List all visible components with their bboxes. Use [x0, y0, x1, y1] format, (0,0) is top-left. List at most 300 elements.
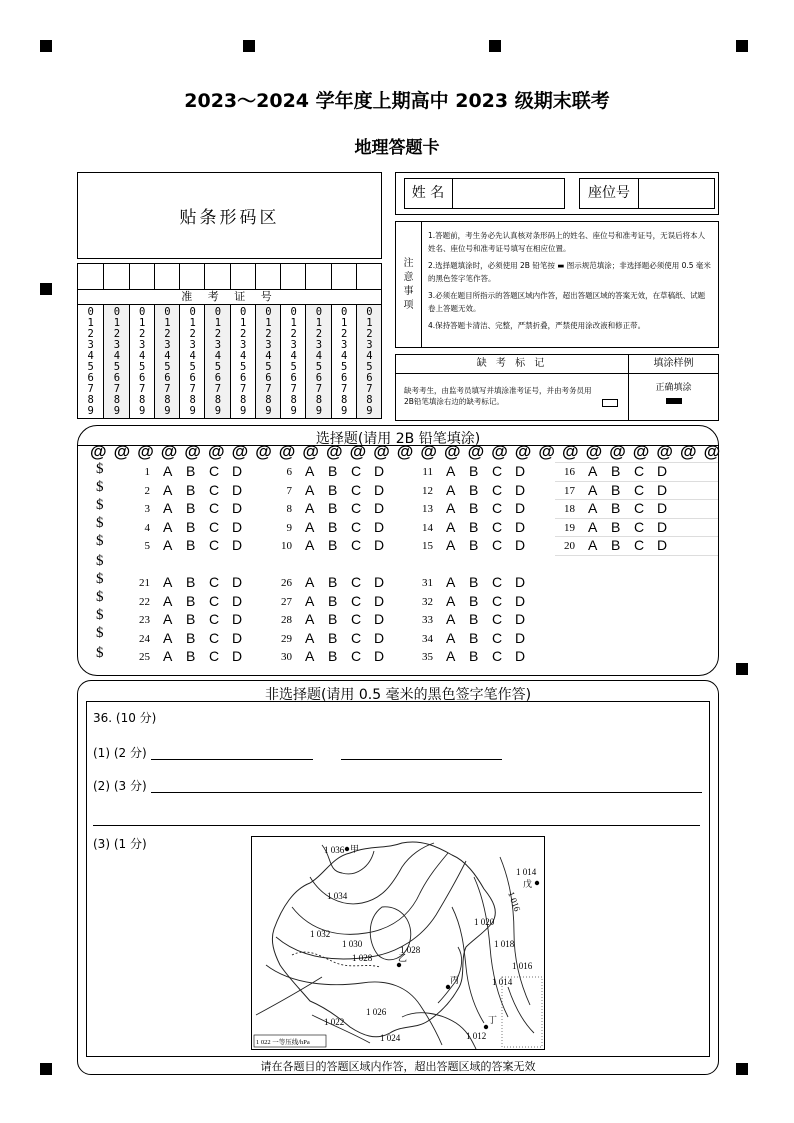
- answer-option-bubble[interactable]: D: [515, 537, 526, 553]
- exam-id-digit-bubble[interactable]: 1: [265, 317, 272, 329]
- exam-id-digit-bubble[interactable]: 5: [239, 361, 247, 373]
- answer-option-bubble[interactable]: B: [611, 463, 621, 479]
- exam-id-digit-bubble[interactable]: 2: [189, 328, 196, 340]
- answer-option-bubble[interactable]: C: [209, 500, 220, 516]
- exam-id-digit-bubble[interactable]: 8: [265, 394, 272, 406]
- answer-option-bubble[interactable]: A: [446, 463, 456, 479]
- answer-option-bubble[interactable]: A: [163, 500, 173, 516]
- answer-option-bubble[interactable]: C: [492, 500, 503, 516]
- answer-option-bubble[interactable]: C: [351, 518, 362, 535]
- exam-id-digit-bubble[interactable]: 2: [340, 328, 348, 340]
- answer-option-bubble[interactable]: C: [209, 481, 220, 498]
- exam-id-digit-bubble[interactable]: 8: [340, 394, 348, 406]
- answer-option-bubble[interactable]: D: [657, 463, 668, 479]
- exam-id-digit-bubble[interactable]: 4: [113, 350, 121, 362]
- answer-option-bubble[interactable]: B: [328, 592, 338, 609]
- exam-id-digit-bubble[interactable]: 5: [315, 361, 323, 373]
- exam-id-digit-bubble[interactable]: 4: [239, 350, 247, 362]
- place-label: 乙: [398, 953, 408, 963]
- answer-option-bubble[interactable]: C: [209, 629, 220, 646]
- exam-id-digit-bubble[interactable]: 1: [87, 317, 94, 329]
- answer-option-bubble[interactable]: A: [588, 500, 598, 516]
- answer-option-bubble[interactable]: D: [657, 537, 668, 553]
- exam-id-digit-bubble[interactable]: 0: [239, 306, 247, 318]
- exam-id-digit-bubble[interactable]: 3: [239, 339, 247, 351]
- answer-option-bubble[interactable]: D: [374, 611, 385, 627]
- answer-option-bubble[interactable]: B: [328, 574, 338, 590]
- answer-option-bubble[interactable]: A: [446, 648, 456, 664]
- exam-id-digit-bubble[interactable]: 3: [265, 339, 272, 351]
- exam-id-digit-bubble[interactable]: 6: [214, 372, 222, 384]
- exam-id-digit-bubble[interactable]: 7: [214, 383, 222, 395]
- answer-option-bubble[interactable]: D: [232, 481, 243, 498]
- answer-option-bubble[interactable]: D: [374, 629, 385, 646]
- exam-id-digit-bubble[interactable]: 6: [189, 372, 196, 384]
- answer-option-bubble[interactable]: D: [515, 574, 526, 590]
- answer-option-bubble[interactable]: A: [163, 592, 173, 609]
- answer-option-bubble[interactable]: A: [305, 518, 315, 535]
- exam-id-input-cell[interactable]: [204, 264, 229, 289]
- answer-option-bubble[interactable]: A: [163, 463, 173, 479]
- exam-id-digit-bubble[interactable]: 7: [366, 383, 373, 395]
- q36-label: 36. (10 分): [93, 711, 157, 725]
- exam-id-digit-bubble[interactable]: 0: [290, 306, 297, 318]
- exam-id-digit-bubble[interactable]: 3: [366, 339, 373, 351]
- exam-id-digit-bubble[interactable]: 4: [214, 350, 222, 362]
- exam-id-digit-bubble[interactable]: 7: [138, 383, 146, 395]
- answer-option-bubble[interactable]: D: [232, 500, 243, 516]
- timing-mark: $: [96, 497, 104, 513]
- answer-option-bubble[interactable]: A: [163, 481, 173, 498]
- exam-id-digit-bubble[interactable]: 7: [113, 383, 121, 395]
- answer-option-bubble[interactable]: A: [163, 537, 173, 553]
- answer-option-bubble[interactable]: C: [492, 463, 503, 479]
- exam-id-digit-bubble[interactable]: 3: [340, 339, 348, 351]
- answer-option-bubble[interactable]: B: [469, 611, 479, 627]
- exam-id-digit-bubble[interactable]: 2: [366, 328, 373, 340]
- exam-id-digit-bubble[interactable]: 8: [138, 394, 146, 406]
- exam-id-digit-bubble[interactable]: 4: [164, 350, 171, 362]
- answer-option-bubble[interactable]: B: [611, 500, 621, 516]
- answer-option-bubble[interactable]: A: [163, 518, 173, 535]
- answer-option-bubble[interactable]: B: [328, 648, 338, 664]
- exam-id-digit-bubble[interactable]: 9: [113, 405, 121, 417]
- exam-id-digit-bubble[interactable]: 3: [87, 339, 94, 351]
- exam-id-digit-bubble[interactable]: 6: [315, 372, 323, 384]
- timing-mark: @: [609, 442, 626, 461]
- answer-option-bubble[interactable]: C: [209, 611, 220, 627]
- answer-option-bubble[interactable]: D: [515, 518, 526, 535]
- exam-id-digit-bubble[interactable]: 2: [290, 328, 297, 340]
- answer-option-bubble[interactable]: B: [469, 463, 479, 479]
- exam-id-digit-bubble[interactable]: 7: [87, 383, 94, 395]
- answer-option-bubble[interactable]: D: [374, 574, 385, 590]
- exam-id-digit-bubble[interactable]: 9: [265, 405, 272, 417]
- exam-id-input-cell[interactable]: [78, 264, 103, 289]
- answer-option-bubble[interactable]: C: [351, 629, 362, 646]
- exam-id-digit-bubble[interactable]: 7: [189, 383, 196, 395]
- exam-id-input-cell[interactable]: [103, 264, 128, 289]
- exam-id-digit-bubble[interactable]: 5: [290, 361, 297, 373]
- answer-option-bubble[interactable]: C: [351, 463, 362, 479]
- answer-option-bubble[interactable]: D: [232, 592, 243, 609]
- exam-id-digit-column: [204, 304, 229, 418]
- exam-id-digit-bubble[interactable]: 3: [189, 339, 196, 351]
- answer-option-bubble[interactable]: D: [374, 463, 385, 479]
- exam-id-digit-bubble[interactable]: 9: [315, 405, 323, 417]
- exam-id-digit-bubble[interactable]: 5: [340, 361, 348, 373]
- exam-id-digit-bubble[interactable]: 2: [164, 328, 171, 340]
- exam-id-digit-bubble[interactable]: 4: [265, 350, 272, 362]
- exam-id-input-cell[interactable]: [154, 264, 179, 289]
- answer-option-bubble[interactable]: A: [446, 537, 456, 553]
- answer-option-bubble[interactable]: A: [588, 537, 598, 553]
- answer-option-bubble[interactable]: A: [446, 611, 456, 627]
- answer-option-bubble[interactable]: D: [232, 518, 243, 535]
- answer-option-bubble[interactable]: C: [209, 574, 220, 590]
- exam-id-digit-bubble[interactable]: 5: [265, 361, 272, 373]
- exam-id-digit-bubble[interactable]: 1: [315, 317, 323, 329]
- exam-id-digit-bubble[interactable]: 8: [290, 394, 297, 406]
- exam-id-digit-bubble[interactable]: 9: [290, 405, 297, 417]
- exam-id-digit-bubble[interactable]: 9: [239, 405, 247, 417]
- answer-option-bubble[interactable]: C: [634, 463, 645, 479]
- answer-option-bubble[interactable]: D: [232, 611, 243, 627]
- exam-id-digit-bubble[interactable]: 0: [366, 306, 373, 318]
- answer-option-bubble[interactable]: D: [515, 463, 526, 479]
- exam-id-digit-bubble[interactable]: 0: [265, 306, 272, 318]
- answer-option-bubble[interactable]: D: [515, 611, 526, 627]
- answer-line[interactable]: [151, 792, 702, 793]
- answer-option-bubble[interactable]: B: [328, 537, 338, 553]
- exam-id-digit-bubble[interactable]: 9: [138, 405, 146, 417]
- answer-option-bubble[interactable]: D: [657, 518, 668, 535]
- exam-id-digit-bubble[interactable]: 0: [113, 306, 121, 318]
- answer-option-bubble[interactable]: A: [305, 629, 315, 646]
- answer-option-bubble[interactable]: A: [163, 648, 173, 664]
- exam-id-input-cell[interactable]: [331, 264, 356, 289]
- answer-option-bubble[interactable]: D: [515, 500, 526, 516]
- question-number: 15: [422, 540, 433, 552]
- exam-id-digit-bubble[interactable]: 5: [189, 361, 196, 373]
- exam-id-digit-bubble[interactable]: 0: [340, 306, 348, 318]
- answer-option-bubble[interactable]: A: [446, 518, 456, 535]
- timing-mark: $: [96, 515, 104, 531]
- answer-option-bubble[interactable]: C: [351, 592, 362, 609]
- answer-option-bubble[interactable]: A: [305, 463, 315, 479]
- answer-option-bubble[interactable]: A: [163, 629, 173, 646]
- answer-option-bubble[interactable]: C: [634, 537, 645, 553]
- exam-id-digit-bubble[interactable]: 5: [138, 361, 146, 373]
- answer-option-bubble[interactable]: C: [209, 463, 220, 479]
- page-title: 2023～2024 学年度上期高中 2023 级期末联考: [184, 90, 610, 112]
- sample-filled-mark: [666, 398, 682, 404]
- answer-option-bubble[interactable]: D: [232, 648, 243, 664]
- answer-option-bubble[interactable]: B: [611, 518, 621, 535]
- answer-option-bubble[interactable]: B: [186, 463, 196, 479]
- exam-id-digit-bubble[interactable]: 7: [239, 383, 247, 395]
- exam-id-digit-bubble[interactable]: 4: [315, 350, 323, 362]
- answer-option-bubble[interactable]: C: [492, 481, 503, 498]
- exam-id-digit-bubble[interactable]: 3: [290, 339, 297, 351]
- answer-option-bubble[interactable]: D: [374, 537, 385, 553]
- exam-id-digit-bubble[interactable]: 6: [87, 372, 94, 384]
- exam-id-digit-bubble[interactable]: 2: [113, 328, 121, 340]
- exam-id-digit-bubble[interactable]: 3: [315, 339, 323, 351]
- answer-option-bubble[interactable]: D: [657, 481, 668, 498]
- answer-option-bubble[interactable]: D: [657, 500, 668, 516]
- exam-id-digit-bubble[interactable]: 1: [214, 317, 222, 329]
- answer-option-bubble[interactable]: D: [232, 629, 243, 646]
- exam-id-digit-bubble[interactable]: 4: [189, 350, 196, 362]
- exam-id-digit-bubble[interactable]: 9: [214, 405, 222, 417]
- answer-option-bubble[interactable]: D: [374, 648, 385, 664]
- isobar-line: [292, 853, 448, 934]
- answer-option-bubble[interactable]: A: [305, 648, 315, 664]
- exam-id-digit-bubble[interactable]: 1: [113, 317, 121, 329]
- answer-option-bubble[interactable]: B: [328, 481, 338, 498]
- question-number: 4: [144, 521, 150, 534]
- timing-mark: $: [96, 461, 104, 477]
- note-item: 4.保持答题卡清洁、完整，严禁折叠，严禁使用涂改液和修正带。: [428, 321, 646, 330]
- answer-option-bubble[interactable]: B: [186, 574, 196, 590]
- answer-option-bubble[interactable]: C: [209, 592, 220, 609]
- exam-id-digit-bubble[interactable]: 0: [214, 306, 222, 318]
- exam-id-digit-bubble[interactable]: 8: [164, 394, 171, 406]
- timing-mark: $: [96, 589, 104, 605]
- answer-option-bubble[interactable]: C: [492, 629, 503, 646]
- answer-option-bubble[interactable]: C: [351, 537, 362, 553]
- answer-option-bubble[interactable]: A: [446, 629, 456, 646]
- answer-option-bubble[interactable]: A: [305, 611, 315, 627]
- exam-id-digit-bubble[interactable]: 5: [214, 361, 222, 373]
- exam-id-digit-bubble[interactable]: 9: [189, 405, 196, 417]
- answer-option-bubble[interactable]: B: [469, 518, 479, 535]
- exam-id-digit-bubble[interactable]: 1: [189, 317, 196, 329]
- exam-id-digit-bubble[interactable]: 8: [87, 394, 94, 406]
- exam-id-digit-bubble[interactable]: 6: [138, 372, 146, 384]
- exam-id-digit-bubble[interactable]: 5: [113, 361, 121, 373]
- answer-option-bubble[interactable]: A: [446, 592, 456, 609]
- answer-option-bubble[interactable]: C: [492, 537, 503, 553]
- exam-id-digit-bubble[interactable]: 1: [138, 317, 146, 329]
- exam-id-digit-bubble[interactable]: 7: [340, 383, 348, 395]
- answer-option-bubble[interactable]: C: [492, 611, 503, 627]
- exam-id-digit-bubble[interactable]: 8: [113, 394, 121, 406]
- exam-id-digit-bubble[interactable]: 6: [265, 372, 272, 384]
- exam-id-digit-bubble[interactable]: 2: [239, 328, 247, 340]
- answer-option-bubble[interactable]: A: [305, 574, 315, 590]
- exam-id-digit-bubble[interactable]: 5: [366, 361, 373, 373]
- timing-mark: $: [96, 533, 104, 549]
- exam-id-digit-bubble[interactable]: 2: [265, 328, 272, 340]
- exam-id-digit-bubble[interactable]: 6: [113, 372, 121, 384]
- exam-id-digit-bubble[interactable]: 0: [164, 306, 171, 318]
- exam-id-digit-bubble[interactable]: 2: [214, 328, 222, 340]
- exam-id-digit-bubble[interactable]: 4: [138, 350, 146, 362]
- answer-option-bubble[interactable]: D: [374, 518, 385, 535]
- answer-line[interactable]: [151, 759, 313, 760]
- answer-option-bubble[interactable]: B: [186, 611, 196, 627]
- answer-option-bubble[interactable]: B: [328, 611, 338, 627]
- exam-id-digit-bubble[interactable]: 2: [87, 328, 94, 340]
- exam-id-digit-bubble[interactable]: 6: [366, 372, 373, 384]
- exam-id-digit-bubble[interactable]: 6: [164, 372, 171, 384]
- answer-option-bubble[interactable]: B: [469, 592, 479, 609]
- exam-id-input-cell[interactable]: [230, 264, 255, 289]
- exam-id-digit-bubble[interactable]: 9: [87, 405, 94, 417]
- answer-option-bubble[interactable]: B: [186, 500, 196, 516]
- answer-line[interactable]: [341, 759, 502, 760]
- answer-option-bubble[interactable]: C: [634, 518, 645, 535]
- question-number: 12: [422, 484, 433, 497]
- exam-id-digit-bubble[interactable]: 0: [87, 306, 94, 318]
- answer-option-bubble[interactable]: B: [186, 537, 196, 553]
- answer-option-bubble[interactable]: B: [611, 537, 621, 553]
- exam-id-digit-bubble[interactable]: 7: [164, 383, 171, 395]
- answer-option-bubble[interactable]: A: [446, 574, 456, 590]
- exam-id-input-cell[interactable]: [255, 264, 280, 289]
- exam-id-input-cell[interactable]: [179, 264, 204, 289]
- answer-option-bubble[interactable]: B: [186, 648, 196, 664]
- answer-option-bubble[interactable]: B: [186, 518, 196, 535]
- answer-option-bubble[interactable]: C: [351, 500, 362, 516]
- answer-option-bubble[interactable]: B: [469, 481, 479, 498]
- answer-option-bubble[interactable]: B: [469, 574, 479, 590]
- answer-option-bubble[interactable]: D: [515, 648, 526, 664]
- exam-id-digit-bubble[interactable]: 9: [340, 405, 348, 417]
- answer-option-bubble[interactable]: D: [232, 537, 243, 553]
- exam-id-digit-bubble[interactable]: 8: [315, 394, 323, 406]
- answer-option-bubble[interactable]: D: [515, 629, 526, 646]
- exam-id-digit-bubble[interactable]: 8: [214, 394, 222, 406]
- exam-id-digit-bubble[interactable]: 9: [366, 405, 373, 417]
- answer-option-bubble[interactable]: C: [209, 537, 220, 553]
- answer-option-bubble[interactable]: B: [186, 481, 196, 498]
- exam-id-digit-bubble[interactable]: 7: [290, 383, 297, 395]
- answer-option-bubble[interactable]: B: [469, 648, 479, 664]
- exam-id-digit-bubble[interactable]: 3: [164, 339, 171, 351]
- answer-line[interactable]: [93, 825, 700, 826]
- answer-option-bubble[interactable]: A: [163, 574, 173, 590]
- answer-option-bubble[interactable]: B: [186, 592, 196, 609]
- seat-field[interactable]: [579, 178, 715, 209]
- answer-option-bubble[interactable]: D: [232, 463, 243, 479]
- exam-id-digit-bubble[interactable]: 1: [239, 317, 247, 329]
- answer-option-bubble[interactable]: A: [305, 592, 315, 609]
- exam-id-digit-bubble[interactable]: 5: [87, 361, 94, 373]
- exam-id-digit-bubble[interactable]: 4: [340, 350, 348, 362]
- exam-id-digit-bubble[interactable]: 1: [164, 317, 171, 329]
- answer-option-bubble[interactable]: C: [492, 518, 503, 535]
- isobar-label: 1 026: [366, 1007, 387, 1017]
- exam-id-digit-bubble[interactable]: 0: [138, 306, 146, 318]
- exam-id-digit-bubble[interactable]: 2: [315, 328, 323, 340]
- exam-id-digit-bubble[interactable]: 7: [265, 383, 272, 395]
- exam-id-digit-bubble[interactable]: 4: [290, 350, 297, 362]
- answer-option-bubble[interactable]: D: [515, 592, 526, 609]
- exam-id-input-cell[interactable]: [129, 264, 154, 289]
- exam-id-input-cell[interactable]: [280, 264, 305, 289]
- answer-option-bubble[interactable]: B: [469, 537, 479, 553]
- exam-id-digit-bubble[interactable]: 0: [189, 306, 196, 318]
- exam-id-digit-column: [129, 304, 154, 418]
- answer-option-bubble[interactable]: B: [611, 481, 621, 498]
- answer-option-bubble[interactable]: D: [374, 481, 385, 498]
- answer-option-bubble[interactable]: A: [305, 500, 315, 516]
- exam-id-digit-bubble[interactable]: 3: [214, 339, 222, 351]
- answer-option-bubble[interactable]: A: [588, 481, 598, 498]
- answer-option-bubble[interactable]: C: [492, 574, 503, 590]
- question-number: 17: [564, 484, 575, 497]
- exam-id-digit-bubble[interactable]: 8: [189, 394, 196, 406]
- answer-option-bubble[interactable]: C: [351, 648, 362, 664]
- answer-option-bubble[interactable]: D: [232, 574, 243, 590]
- answer-option-bubble[interactable]: B: [328, 629, 338, 646]
- exam-id-digit-bubble[interactable]: 6: [239, 372, 247, 384]
- exam-id-digit-bubble[interactable]: 2: [138, 328, 146, 340]
- answer-option-bubble[interactable]: A: [446, 500, 456, 516]
- answer-option-bubble[interactable]: B: [469, 500, 479, 516]
- answer-option-bubble[interactable]: D: [374, 592, 385, 609]
- answer-option-bubble[interactable]: C: [209, 518, 220, 535]
- answer-option-bubble[interactable]: C: [634, 500, 645, 516]
- absence-mark-box[interactable]: [602, 399, 618, 407]
- answer-option-bubble[interactable]: A: [163, 611, 173, 627]
- exam-id-digit-bubble[interactable]: 1: [290, 317, 297, 329]
- answer-option-bubble[interactable]: D: [374, 500, 385, 516]
- exam-id-digit-bubble[interactable]: 6: [340, 372, 348, 384]
- exam-id-digit-bubble[interactable]: 4: [366, 350, 373, 362]
- answer-option-bubble[interactable]: B: [328, 518, 338, 535]
- answer-option-bubble[interactable]: C: [209, 648, 220, 664]
- exam-id-digit-bubble[interactable]: 4: [87, 350, 94, 362]
- answer-option-bubble[interactable]: C: [351, 574, 362, 590]
- answer-option-bubble[interactable]: B: [328, 500, 338, 516]
- answer-option-bubble[interactable]: A: [588, 518, 598, 535]
- answer-option-bubble[interactable]: A: [446, 481, 456, 498]
- question-number: 8: [286, 503, 292, 515]
- answer-option-bubble[interactable]: C: [351, 481, 362, 498]
- answer-option-bubble[interactable]: C: [492, 592, 503, 609]
- point-ding: [484, 1025, 488, 1029]
- name-field[interactable]: [404, 178, 565, 209]
- exam-id-input-cell[interactable]: [356, 264, 381, 289]
- exam-id-digit-bubble[interactable]: 7: [315, 383, 323, 395]
- exam-id-digit-bubble[interactable]: 1: [366, 317, 373, 329]
- exam-id-digit-bubble[interactable]: 3: [138, 339, 146, 351]
- exam-id-digit-bubble[interactable]: 6: [290, 372, 297, 384]
- answer-option-bubble[interactable]: A: [305, 537, 315, 553]
- answer-option-bubble[interactable]: B: [328, 463, 338, 479]
- exam-id-digit-bubble[interactable]: 8: [366, 394, 373, 406]
- exam-id-digit-bubble[interactable]: 1: [340, 317, 348, 329]
- answer-option-bubble[interactable]: A: [588, 463, 598, 479]
- answer-option-bubble[interactable]: C: [351, 611, 362, 627]
- exam-id-digit-bubble[interactable]: 3: [113, 339, 121, 351]
- exam-id-input-cell[interactable]: [305, 264, 330, 289]
- exam-id-digit-bubble[interactable]: 9: [164, 405, 171, 417]
- answer-option-bubble[interactable]: B: [469, 629, 479, 646]
- exam-id-digit-bubble[interactable]: 0: [315, 306, 323, 318]
- answer-option-bubble[interactable]: D: [515, 481, 526, 498]
- answer-option-bubble[interactable]: C: [634, 481, 645, 498]
- answer-option-bubble[interactable]: A: [305, 481, 315, 498]
- exam-id-digit-bubble[interactable]: 5: [164, 361, 171, 373]
- exam-id-digit-bubble[interactable]: 8: [239, 394, 247, 406]
- answer-option-bubble[interactable]: C: [492, 648, 503, 664]
- answer-option-bubble[interactable]: B: [186, 629, 196, 646]
